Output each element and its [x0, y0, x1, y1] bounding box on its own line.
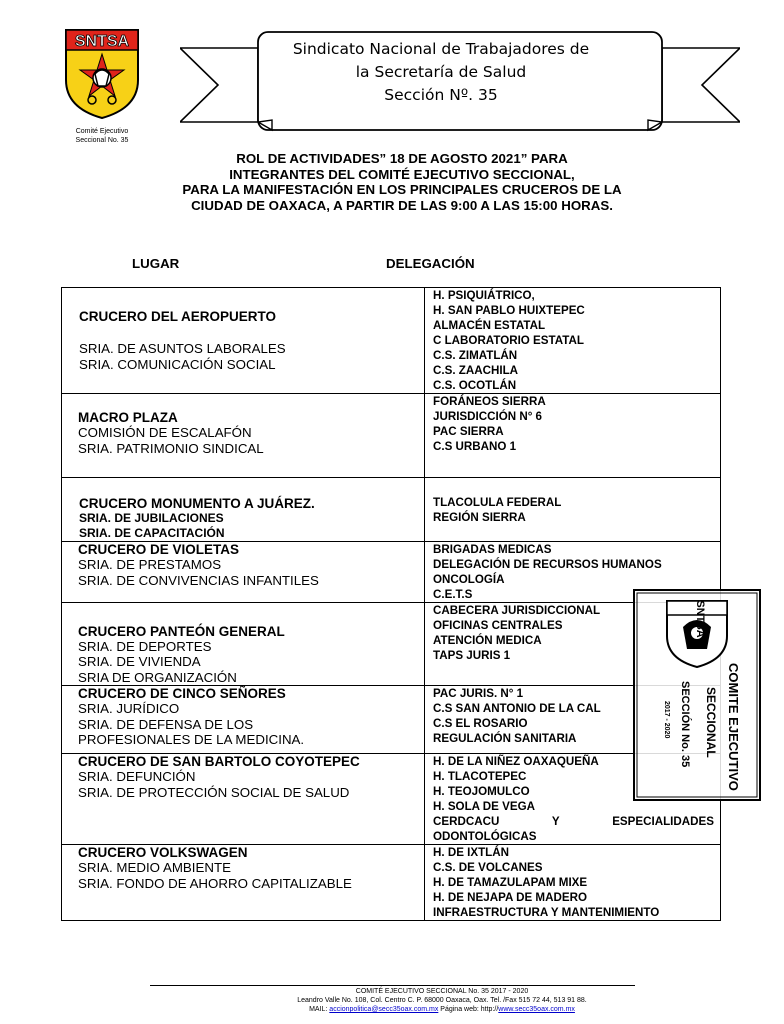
place-name: CRUCERO MONUMENTO A JUÁREZ. — [79, 496, 315, 511]
delegation-item: CABECERA JURISDICCIONAL — [433, 604, 601, 617]
place-sub: SRIA. DE PROTECCIÓN SOCIAL DE SALUD — [78, 784, 350, 800]
place-sub: SRIA. DE PRESTAMOS — [78, 557, 222, 572]
delegation-item: H. DE NEJAPA DE MADERO — [433, 891, 587, 904]
delegation-item: C.S URBANO 1 — [433, 440, 517, 453]
place-name: CRUCERO DE VIOLETAS — [78, 542, 240, 557]
place-sub: SRIA. DE ASUNTOS LABORALES — [79, 341, 286, 356]
footer-web-link[interactable]: www.secc35oax.com.mx — [498, 1006, 575, 1014]
stamp-line4: 2017 - 2020 — [663, 701, 670, 739]
banner-line1: Sindicato Nacional de Trabajadores de — [292, 40, 590, 58]
delegation-item: OFICINAS CENTRALES — [433, 619, 563, 632]
column-header-delegacion: DELEGACIÓN — [386, 256, 475, 271]
place-sub: SRIA. DE VIVIENDA — [78, 654, 201, 669]
delegation-item: FORÁNEOS SIERRA — [433, 395, 546, 408]
delegation-cell — [425, 288, 721, 394]
delegation-item: PAC JURIS. N° 1 — [433, 687, 524, 700]
delegation-cell — [425, 845, 721, 921]
delegation-word: CERDCACU — [433, 815, 500, 828]
footer-line2: Leandro Valle No. 108, Col. Centro C. P. 68000 Oaxaca, Oax. Tel. /Fax 515 72 44, 513 91 88. — [297, 997, 587, 1005]
table-row — [62, 288, 721, 394]
delegation-item: REGIÓN SIERRA — [433, 510, 526, 524]
delegation-item: PAC SIERRA — [433, 425, 504, 438]
place-name: MACRO PLAZA — [78, 410, 178, 425]
delegation-word: Y — [551, 815, 560, 828]
delegation-item: ALMACÉN ESTATAL — [433, 319, 546, 332]
place-cell — [62, 288, 425, 394]
delegation-word: ESPECIALIDADES — [612, 815, 714, 828]
sntsa-shield-icon — [62, 28, 142, 120]
place-cell — [62, 542, 425, 603]
document-heading — [110, 151, 694, 213]
footer-line3 — [150, 1005, 734, 1014]
delegation-item: H. DE TAMAZULAPAM MIXE — [433, 876, 588, 889]
activities-table — [61, 287, 721, 921]
footer-mail-link[interactable]: accionpolitica@secc35oax.com.mx — [329, 1006, 439, 1014]
delegation-item: ODONTOLÓGICAS — [433, 830, 537, 843]
stamp-brand-text: SNTSA — [694, 600, 706, 638]
place-cell — [62, 845, 425, 921]
delegation-item: H. TLACOTEPEC — [433, 770, 527, 783]
delegation-item: BRIGADAS MEDICAS — [433, 543, 552, 556]
delegation-item: C.S EL ROSARIO — [433, 717, 528, 730]
delegation-item: C LABORATORIO ESTATAL — [433, 334, 584, 347]
place-name: CRUCERO VOLKSWAGEN — [78, 845, 248, 860]
delegation-item: JURISDICCIÓN N° 6 — [433, 410, 542, 423]
footer-mail-label: MAIL: — [309, 1006, 330, 1014]
stamp-line2: SECCIONAL — [704, 687, 718, 758]
footer-web-label: Página web: http:// — [438, 1006, 499, 1014]
heading-line2: INTEGRANTES DEL COMITÉ EJECUTIVO SECCIONAL, — [229, 166, 575, 182]
delegation-cell — [425, 478, 721, 542]
place-cell — [62, 478, 425, 542]
delegation-item: ATENCIÓN MEDICA — [433, 634, 542, 647]
delegation-item: TAPS JURIS 1 — [433, 649, 511, 662]
column-header-lugar: LUGAR — [132, 256, 180, 271]
place-sub: SRIA. COMUNICACIÓN SOCIAL — [79, 356, 276, 372]
stamp-line3: SECCIÓN No. 35 — [679, 681, 691, 768]
place-name: CRUCERO DEL AEROPUERTO — [79, 309, 277, 324]
place-sub: SRIA. DE DEPORTES — [78, 638, 212, 654]
place-sub: SRIA. DE CAPACITACIÓN — [79, 526, 225, 540]
table-row — [62, 478, 721, 542]
banner-line3: Sección Nº. 35 — [384, 86, 498, 104]
delegation-item: C.S. DE VOLCANES — [433, 861, 543, 874]
place-name: CRUCERO PANTEÓN GENERAL — [78, 623, 285, 639]
delegation-item: C.S. ZAACHILA — [433, 364, 519, 377]
logo-caption-line2: Seccional No. 35 — [75, 137, 129, 144]
delegation-item: REGULACIÓN SANITARIA — [433, 732, 577, 745]
table-row — [62, 603, 721, 686]
delegation-item: TLACOLULA FEDERAL — [433, 495, 562, 509]
place-cell — [62, 603, 425, 686]
footer — [150, 987, 734, 1015]
delegation-item: H. TEOJOMULCO — [433, 785, 530, 798]
logo-caption-line1: Comité Ejecutivo — [75, 128, 129, 135]
logo-brand-text: SNTSA — [74, 33, 130, 50]
delegation-item: DELEGACIÓN DE RECURSOS HUMANOS — [433, 558, 662, 571]
delegation-item: INFRAESTRUCTURA Y MANTENIMIENTO — [433, 906, 660, 919]
place-cell — [62, 394, 425, 478]
delegation-item: C.S. OCOTLÁN — [433, 379, 517, 392]
place-sub: PROFESIONALES DE LA MEDICINA. — [78, 732, 305, 747]
footer-divider — [150, 985, 635, 986]
place-sub: SRIA. DE CONVIVENCIAS INFANTILES — [78, 572, 319, 588]
heading-line4: CIUDAD DE OAXACA, A PARTIR DE LAS 9:00 A LAS 15:00 HORAS. — [191, 197, 613, 213]
stamp-line1: COMITE EJECUTIVO — [726, 663, 741, 791]
delegation-item-justified — [433, 814, 720, 829]
delegation-item: H. SAN PABLO HUIXTEPEC — [433, 304, 585, 317]
place-cell — [62, 754, 425, 845]
official-stamp — [633, 589, 761, 801]
sntsa-logo — [62, 28, 142, 145]
table-row — [62, 845, 721, 921]
delegation-item: H. DE LA NIÑEZ OAXAQUEÑA — [433, 755, 599, 768]
delegation-item: C.S. ZIMATLÁN — [433, 349, 518, 362]
footer-line1: COMITÉ EJECUTIVO SECCIONAL No. 35 2017 - 2020 — [355, 988, 529, 995]
place-sub: SRIA. DEFUNCIÓN — [78, 769, 196, 784]
table-row — [62, 686, 721, 754]
place-sub: SRIA. JURÍDICO — [78, 701, 180, 716]
place-name: CRUCERO DE SAN BARTOLO COYOTEPEC — [78, 754, 360, 769]
heading-line1: ROL DE ACTIVIDADES” 18 DE AGOSTO 2021” PARA — [236, 151, 568, 166]
place-sub: SRIA. DE JUBILACIONES — [79, 511, 224, 525]
table-row — [62, 754, 721, 845]
heading-line3: PARA LA MANIFESTACIÓN EN LOS PRINCIPALES CRUCEROS DE LA — [182, 182, 622, 197]
delegation-cell — [425, 394, 721, 478]
place-sub: SRIA DE ORGANIZACIÓN — [78, 669, 237, 685]
delegation-item: C.E.T.S — [433, 588, 473, 601]
place-cell — [62, 686, 425, 754]
place-name: CRUCERO DE CINCO SEÑORES — [78, 686, 286, 701]
place-sub: SRIA. MEDIO AMBIENTE — [78, 860, 231, 875]
delegation-item: H. DE IXTLÁN — [433, 846, 510, 859]
place-sub: SRIA. PATRIMONIO SINDICAL — [78, 440, 264, 456]
delegation-item: ONCOLOGÍA — [433, 573, 505, 586]
place-sub: SRIA. FONDO DE AHORRO CAPITALIZABLE — [78, 875, 352, 891]
table-row — [62, 542, 721, 603]
place-sub: SRIA. DE DEFENSA DE LOS — [78, 716, 254, 732]
delegation-item: C.S SAN ANTONIO DE LA CAL — [433, 702, 601, 715]
banner-title — [260, 38, 622, 107]
delegation-item: H. PSIQUIÁTRICO, — [433, 289, 535, 302]
table-row — [62, 394, 721, 478]
delegation-item: H. SOLA DE VEGA — [433, 800, 535, 813]
banner-line2: la Secretaría de Salud — [355, 63, 527, 81]
place-sub: COMISIÓN DE ESCALAFÓN — [78, 425, 252, 440]
